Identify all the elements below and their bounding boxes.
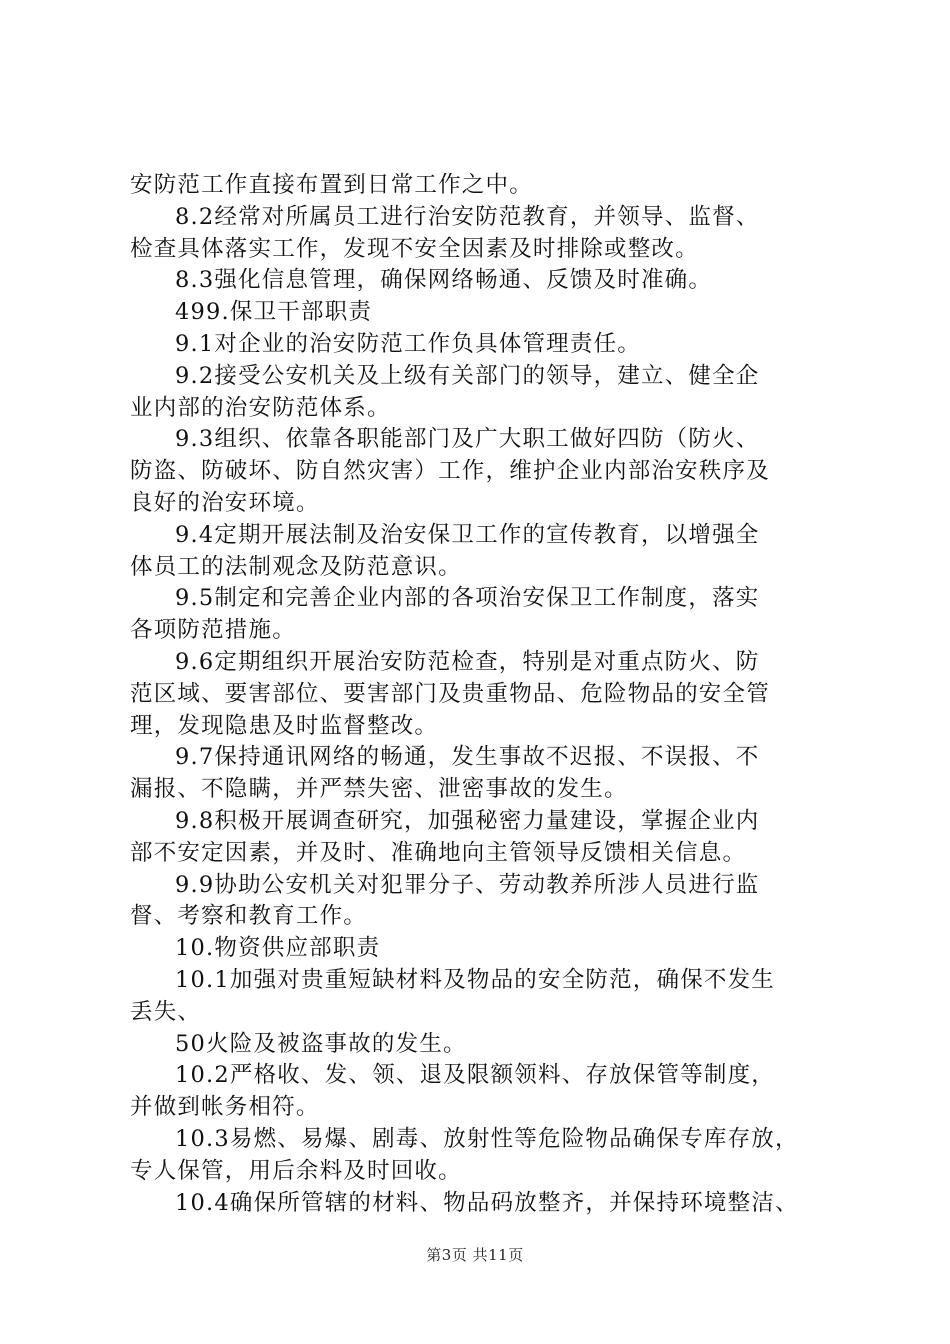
- text-line: 理，发现隐患及时监督整改。: [130, 712, 439, 739]
- text-line: 检查具体落实工作，发现不安全因素及时排除或整改。: [130, 235, 699, 262]
- text-line: 9.5制定和完善企业内部的各项治安保卫工作制度，落实: [175, 585, 760, 612]
- text-line: 9.3组织、依靠各职能部门及广大职工做好四防（防火、: [175, 426, 760, 453]
- text-line: 8.2经常对所属员工进行治安防范教育，并领导、监督、: [175, 203, 760, 230]
- text-line: 督、考察和教育工作。: [130, 903, 368, 930]
- text-line: 专人保管，用后余料及时回收。: [130, 1157, 462, 1184]
- text-line: 防盗、防破坏、防自然灾害）工作，维护企业内部治安秩序及: [130, 458, 770, 485]
- text-line: 丢失、: [130, 998, 202, 1025]
- text-line: 漏报、不隐瞒，并严禁失密、泄密事故的发生。: [130, 776, 628, 803]
- text-line: 8.3强化信息管理，确保网络畅通、反馈及时准确。: [175, 267, 713, 294]
- section-heading: 10.物资供应部职责: [175, 935, 381, 962]
- text-line: 部不安定因素，并及时、准确地向主管领导反馈相关信息。: [130, 839, 747, 866]
- text-line: 体员工的法制观念及防范意识。: [130, 553, 462, 580]
- text-line: 9.9协助公安机关对犯罪分子、劳动教养所涉人员进行监: [175, 871, 760, 898]
- text-line: 安防范工作直接布置到日常工作之中。: [130, 172, 533, 198]
- text-line: 9.6定期组织开展治安防范检查，特别是对重点防火、防: [175, 648, 760, 675]
- text-line: 10.4确保所管辖的材料、物品码放整齐，并保持环境整洁、: [175, 1189, 799, 1216]
- text-line: 范区域、要害部位、要害部门及贵重物品、危险物品的安全管: [130, 680, 770, 707]
- page-number-label: 第3页 共11页: [426, 1246, 524, 1264]
- text-line: 9.4定期开展法制及治安保卫工作的宣传教育，以增强全: [175, 521, 760, 548]
- text-line: 10.1加强对贵重短缺材料及物品的安全防范，确保不发生: [175, 966, 775, 993]
- text-line: 10.2严格收、发、领、退及限额领料、存放保管等制度，: [175, 1062, 775, 1089]
- text-line: 9.1对企业的治安防范工作负具体管理责任。: [175, 330, 641, 357]
- text-line: 9.2接受公安机关及上级有关部门的领导，建立、健全企: [175, 362, 760, 389]
- text-line: 良好的治安环境。: [130, 489, 320, 516]
- text-line: 业内部的治安防范体系。: [130, 394, 391, 421]
- text-line: 50火险及被盗事故的发生。: [175, 1030, 467, 1057]
- text-line: 9.7保持通讯网络的畅通，发生事故不迟报、不误报、不: [175, 744, 760, 771]
- text-line: 9.8积极开展调查研究，加强秘密力量建设，掌握企业内: [175, 807, 760, 834]
- page-footer: [0, 1244, 950, 1265]
- document-body: [130, 170, 850, 1219]
- section-heading: 499.保卫干部职责: [175, 299, 373, 326]
- text-line: 各项防范措施。: [130, 617, 296, 644]
- text-line: 并做到帐务相符。: [130, 1094, 320, 1121]
- text-line: 10.3易燃、易爆、剧毒、放射性等危险物品确保专库存放，: [175, 1125, 799, 1152]
